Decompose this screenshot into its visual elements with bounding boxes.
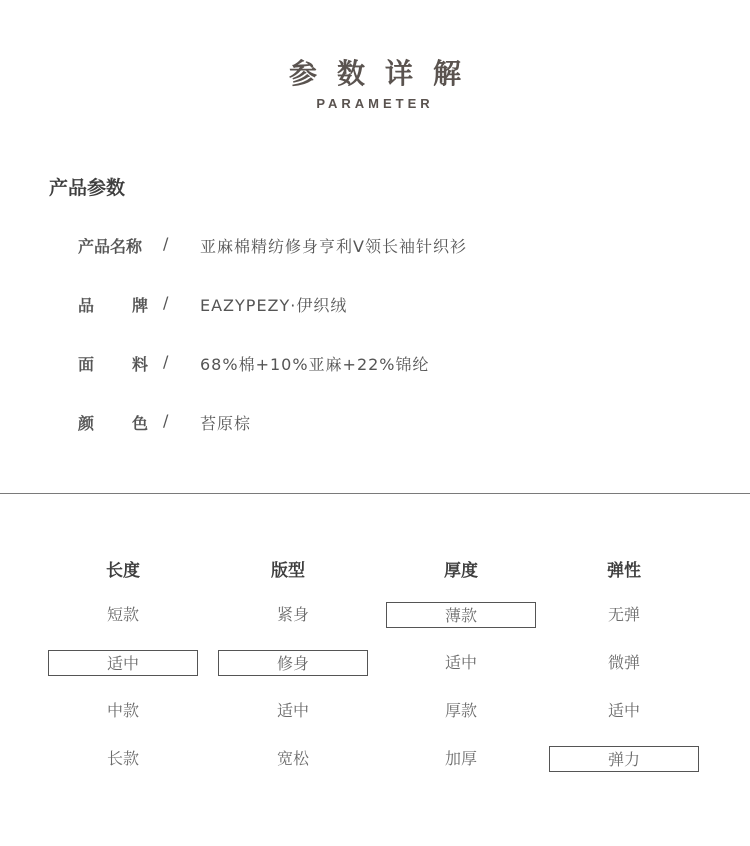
option-length: 中款: [106, 701, 139, 720]
option-thickness: 薄款: [386, 602, 536, 628]
option-fit: 修身: [218, 650, 368, 676]
param-label: 面料: [78, 355, 148, 374]
option-fit: 宽松: [276, 749, 309, 768]
option-length: 适中: [48, 650, 198, 676]
param-label: 颜色: [78, 414, 148, 433]
section-divider: [0, 493, 750, 494]
param-value: EAZYPEZY·伊织绒: [200, 296, 348, 315]
param-separator: /: [163, 352, 169, 371]
section-heading: 产品参数: [49, 177, 126, 199]
option-length: 短款: [106, 605, 139, 624]
column-header-length: 长度: [106, 561, 140, 581]
param-label: 产品名称: [78, 237, 143, 256]
option-length: 长款: [106, 749, 139, 768]
option-thickness: 加厚: [444, 749, 477, 768]
option-fit: 紧身: [276, 605, 309, 624]
param-value: 亚麻棉精纺修身亨利V领长袖针织衫: [200, 237, 467, 256]
param-separator: /: [163, 234, 169, 253]
option-elasticity: 适中: [607, 701, 640, 720]
option-thickness: 适中: [444, 653, 477, 672]
param-label: 品牌: [78, 296, 148, 315]
column-header-thickness: 厚度: [444, 561, 478, 581]
option-elasticity: 微弹: [607, 653, 640, 672]
option-thickness: 厚款: [444, 701, 477, 720]
option-elasticity: 无弹: [607, 605, 640, 624]
option-fit: 适中: [276, 701, 309, 720]
column-header-elasticity: 弹性: [607, 561, 641, 581]
param-value: 68%棉+10%亚麻+22%锦纶: [200, 355, 430, 374]
page-subtitle: PARAMETER: [316, 96, 434, 111]
param-separator: /: [163, 411, 169, 430]
column-header-fit: 版型: [271, 561, 305, 581]
param-value: 苔原棕: [200, 414, 252, 433]
option-elasticity: 弹力: [549, 746, 699, 772]
param-separator: /: [163, 293, 169, 312]
page-title: 参数详解: [288, 57, 481, 90]
